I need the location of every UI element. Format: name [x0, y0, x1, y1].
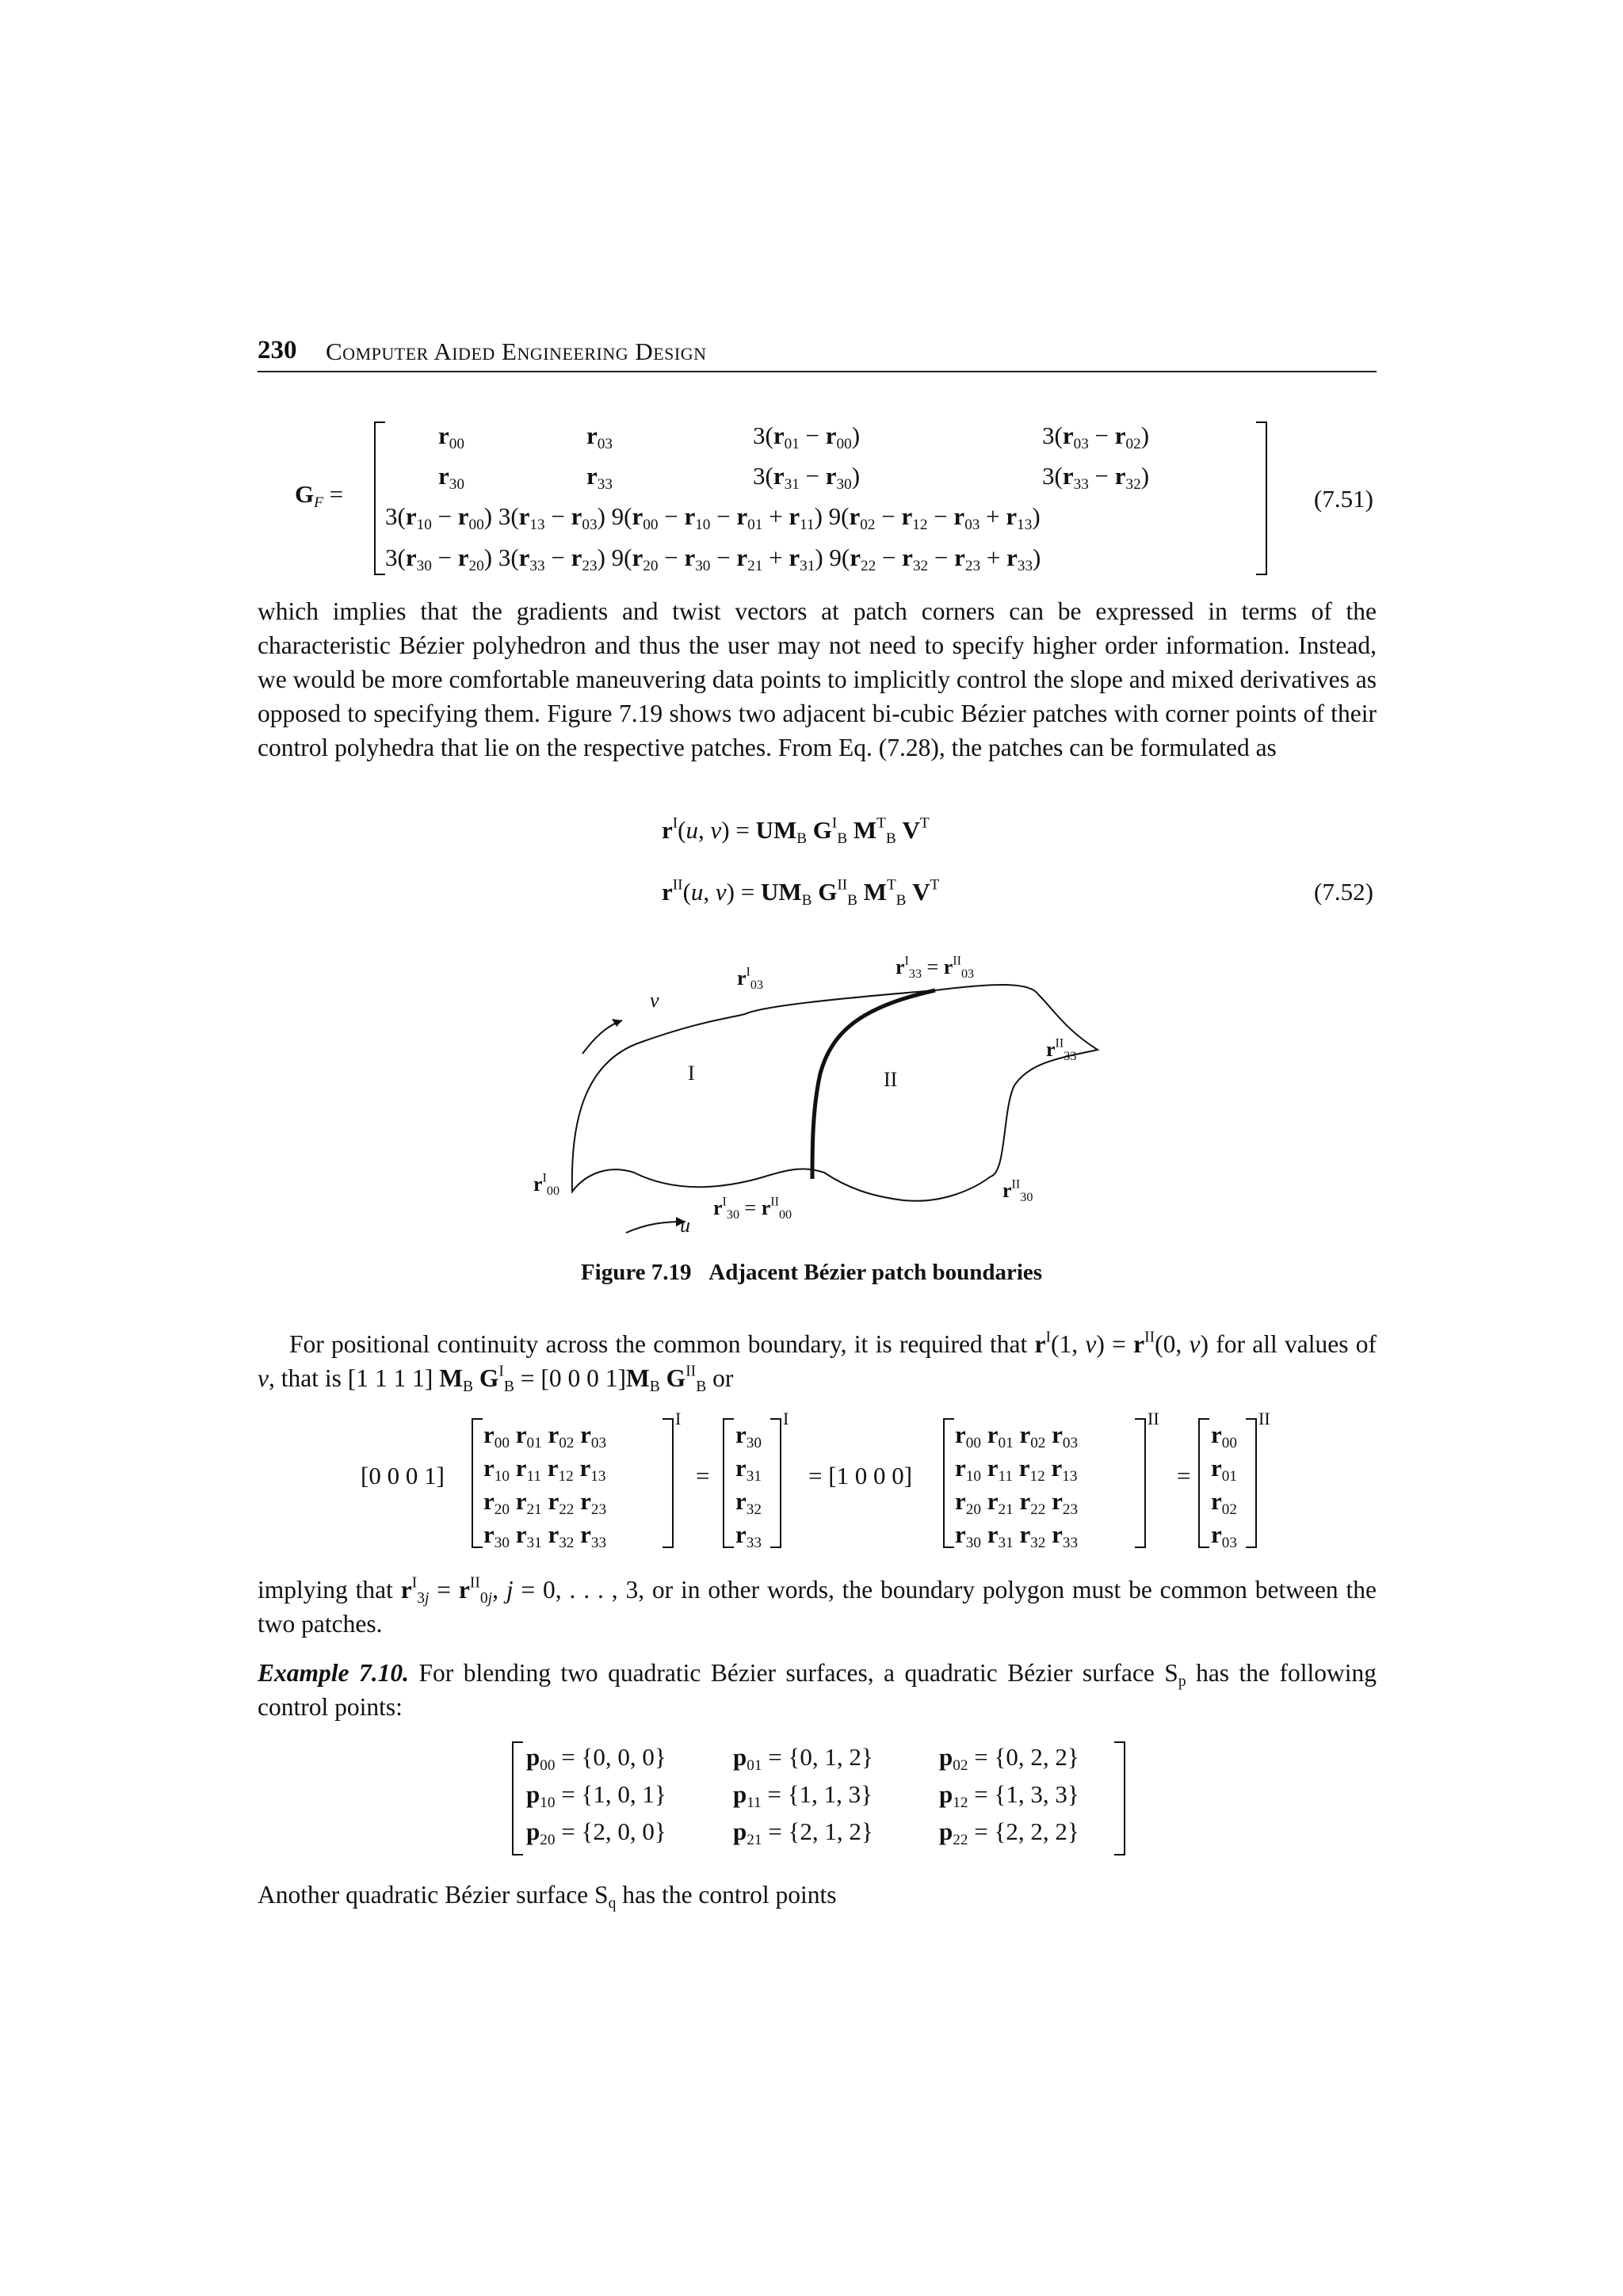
paragraph-1: which implies that the gradients and twist vectors at patch corners can be expressed in terms of the characteristic Bézier polyhedron and thus the user may not need to specify higher order information. Instead, we would be more comfortable maneuvering data points to implicitly control the slope and mixed derivatives as opposed to specifying them. Figure 7.19 shows two adjacent bi-cubic Bézier patches with corner points of their control polyhedra that lie on the respective patches. From Eq. (7.28), the patches can be formulated as — [258, 597, 1377, 761]
equation-number: (7.51) — [1314, 485, 1373, 513]
paragraph-2: For positional continuity across the common boundary, it is required that $r^I(1$, $v) = r^{II}(0$, v) for all values of v, that is [1 1 1 1] $M_B$ $G^I_B = [0$ 0 0 $1]M_B$ $G^{II}_B$ or — [258, 1329, 1377, 1395]
figure-caption: Figure 7.19 Adjacent Bézier patch boundaries — [580, 1260, 1043, 1285]
region-II-label: II — [884, 1068, 898, 1091]
u-label: u — [680, 1214, 690, 1237]
gf-label: $G_F$ = — [295, 480, 344, 511]
patch-diagram — [507, 935, 1125, 1252]
page-number: 230 — [258, 336, 297, 364]
paragraph-3: implying that $r^I_{3j} = r^{II}_{0j}$, j = 0, . . . , 3, or in other words, the boundary polygon must be common between the two patches. — [258, 1574, 1377, 1638]
left-bracket — [374, 421, 385, 575]
region-I-label: I — [688, 1062, 695, 1085]
right-bracket — [1256, 421, 1267, 575]
running-header — [258, 331, 1377, 372]
last-paragraph: Another quadratic Bézier surface $S_q$ has the control points — [258, 1881, 837, 1912]
v-label: v — [650, 989, 659, 1012]
equation-number: (7.52) — [1314, 878, 1373, 906]
example-7-10: Example 7.10. For blending two quadratic Bézier surfaces, a quadratic Bézier surface $S_p$ has the following control points: — [258, 1659, 1377, 1721]
running-title: Computer Aided Engineering Design — [326, 338, 707, 365]
